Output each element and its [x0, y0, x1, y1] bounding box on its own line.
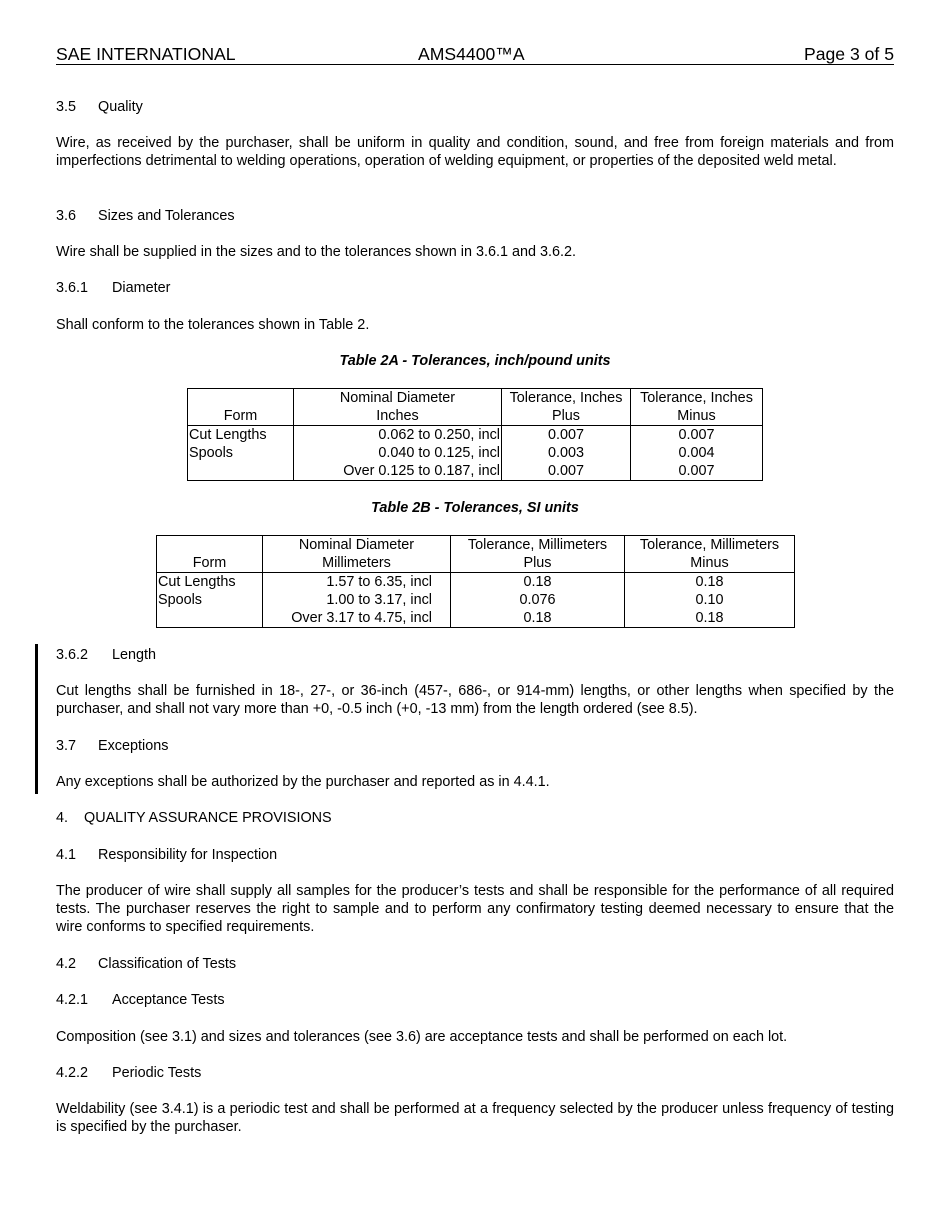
- table-2a-header-minus: Tolerance, Inches Minus: [631, 389, 763, 426]
- section-4-2-heading: 4.2 Classification of Tests: [56, 956, 237, 972]
- table-2a-header-plus: Tolerance, Inches Plus: [502, 389, 631, 426]
- section-4-1-text: The producer of wire shall supply all samples for the producer’s tests and shall be responsible for the performance of all required tests. The purchaser reserves the right to sample and to perform any confirmatory testing deemed necessary to ensure that the wire conforms to specified requirements.: [56, 883, 894, 935]
- table-2b: [156, 535, 795, 628]
- table-2a-header-diameter: Nominal Diameter Inches: [294, 389, 502, 426]
- section-4-heading: 4. QUALITY ASSURANCE PROVISIONS: [56, 810, 332, 826]
- section-3-6-2-heading: 3.6.2 Length: [56, 647, 157, 663]
- table-row: Cut Lengths 1.57 to 6.35, incl 0.18 0.18: [157, 573, 795, 592]
- section-3-6-1-text: Shall conform to the tolerances shown in Table 2.: [56, 317, 370, 333]
- section-4-2-2-text: Weldability (see 3.4.1) is a periodic test and shall be performed at a frequency selected by the producer unless frequency of testing is specified by the purchaser.: [56, 1101, 894, 1135]
- section-4-1-heading: 4.1 Responsibility for Inspection: [56, 847, 278, 863]
- table-row: Cut Lengths 0.062 to 0.250, incl 0.007 0.007: [188, 426, 763, 445]
- section-3-6-heading: 3.6 Sizes and Tolerances: [56, 208, 235, 224]
- section-3-6-text: Wire shall be supplied in the sizes and to the tolerances shown in 3.6.1 and 3.6.2.: [56, 244, 576, 260]
- section-3-6-1-heading: 3.6.1 Diameter: [56, 280, 171, 296]
- section-3-5-text: Wire, as received by the purchaser, shall be uniform in quality and condition, sound, and free from foreign materials and from imperfections detrimental to welding operations, operation of welding equipment, or properties of the deposited weld metal.: [56, 135, 894, 169]
- table-2a-header-form: Form: [188, 389, 294, 426]
- table-2b-title: Table 2B - Tolerances, SI units: [371, 500, 579, 516]
- table-row: Over 0.125 to 0.187, incl 0.007 0.007: [188, 462, 763, 481]
- header-organization: SAE INTERNATIONAL: [56, 44, 236, 64]
- section-3-6-2-text: Cut lengths shall be furnished in 18-, 27-, or 36-inch (457-, 686-, or 914-mm) lengths, or other lengths when specified by the purchaser, and shall not vary more than +0, -0.5 inch (+0, -13 mm) from the length ordered (see 8.5).: [56, 683, 894, 717]
- header-page-number: Page 3 of 5: [804, 44, 894, 64]
- section-4-2-2-heading: 4.2.2 Periodic Tests: [56, 1065, 202, 1081]
- section-3-7-heading: 3.7 Exceptions: [56, 738, 169, 754]
- revision-change-bar: [35, 644, 38, 794]
- section-4-2-1-text: Composition (see 3.1) and sizes and tolerances (see 3.6) are acceptance tests and shall be performed on each lot.: [56, 1029, 788, 1045]
- table-row: Spools 0.040 to 0.125, incl 0.003 0.004: [188, 444, 763, 462]
- section-4-2-1-heading: 4.2.1 Acceptance Tests: [56, 992, 225, 1008]
- header-document-id: AMS4400™A: [418, 44, 525, 64]
- page-header: [56, 44, 894, 65]
- table-2a-title: Table 2A - Tolerances, inch/pound units: [339, 353, 611, 369]
- table-row: Spools 1.00 to 3.17, incl 0.076 0.10: [157, 591, 795, 609]
- table-2b-header-row: [157, 536, 795, 573]
- table-2b-header-diameter: Nominal Diameter Millimeters: [263, 536, 451, 573]
- section-3-5-heading: 3.5 Quality: [56, 99, 143, 115]
- section-3-7-text: Any exceptions shall be authorized by the purchaser and reported as in 4.4.1.: [56, 774, 550, 790]
- table-2b-header-minus: Tolerance, Millimeters Minus: [625, 536, 795, 573]
- table-2a: [187, 388, 763, 481]
- table-2b-header-plus: Tolerance, Millimeters Plus: [451, 536, 625, 573]
- table-2a-header-row: [188, 389, 763, 426]
- table-2b-header-form: Form: [157, 536, 263, 573]
- table-row: Over 3.17 to 4.75, incl 0.18 0.18: [157, 609, 795, 628]
